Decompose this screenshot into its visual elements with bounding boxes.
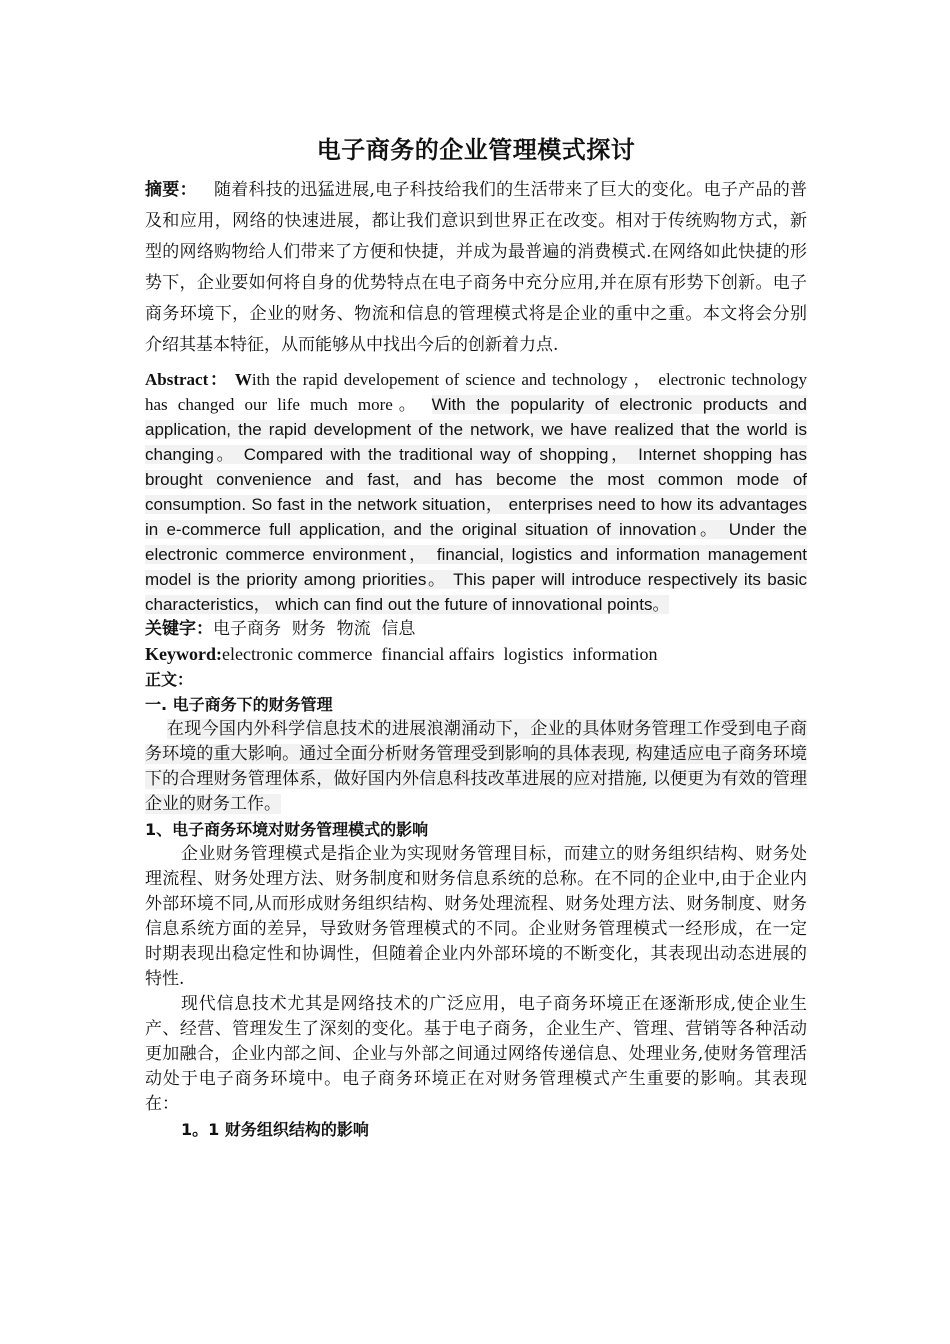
document-body	[145, 130, 807, 1142]
abstract-en-text-serif: ith the rapid developement of science and technology ， electronic technology has changed our life much more。	[145, 370, 808, 414]
abstract-en	[145, 367, 807, 617]
section1-heading: 一. 电子商务下的财务管理	[145, 695, 333, 714]
body-label: 正文：	[145, 670, 194, 689]
keywords-cn	[145, 617, 807, 642]
section1-intro-text: 在现今国内外科学信息技术的进展浪潮涌动下，企业的具体财务管理工作受到电子商务环境的重大影响。通过全面分析财务管理受到影响的具体表现, 构建适应电子商务环境下的合理财务管理体系，做好国内外信息科技改革进展的应对措施, 以便更为有效的管理企业的财务工作。	[145, 719, 807, 814]
subsection1-1-heading: 1。1 财务组织结构的影响	[181, 1120, 369, 1139]
subsection1-para2: 现代信息技术尤其是网络技术的广泛应用，电子商务环境正在逐渐形成,使企业生产、经营、管理发生了深刻的变化。基于电子商务，企业生产、管理、营销等各种活动更加融合，企业内部之间、企业与外部之间通过网络传递信息、处理业务,使财务管理活动处于电子商务环境中。电子商务环境正在对财务管理模式产生重要的影响。其表现在：	[145, 994, 807, 1114]
keywords-cn-label: 关键字：	[145, 619, 213, 639]
keywords-cn-text: 电子商务 财务 物流 信息	[213, 619, 416, 639]
section1-intro	[145, 717, 807, 817]
abstract-cn-label: 摘要：	[145, 180, 197, 200]
keywords-en-label: Keyword:	[145, 644, 222, 664]
keywords-en-text: electronic commerce financial affairs logistics information	[221, 644, 658, 664]
abstract-en-label: Abstract：	[145, 370, 229, 389]
subsection1-heading: 1、电子商务环境对财务管理模式的影响	[145, 820, 429, 839]
keywords-en	[145, 642, 807, 667]
abstract-en-text-sans: With the popularity of electronic products and application, the rapid development of the network, we have realized that the world is changing。 Compared with the traditional way of shopping， Internet shopping has brought convenience and fast, and has become the most common mode of consumption. So fast in the network situation， enterprises need to how its advantages in e-commerce full application, and the original situation of innovation。 Under the electronic commerce environment， financial, logistics and information management model is the priority among priorities。 This paper will introduce respectively its basic characteristics， which can find out the future of innovational points。	[145, 395, 807, 614]
abstract-cn	[145, 175, 807, 361]
abstract-cn-text: 随着科技的迅猛进展,电子科技给我们的生活带来了巨大的变化。电子产品的普及和应用，网络的快速进展，都让我们意识到世界正在改变。相对于传统购物方式，新型的网络购物给人们带来了方便和快捷，并成为最普遍的消费模式.在网络如此快捷的形势下，企业要如何将自身的优势特点在电子商务中充分应用,并在原有形势下创新。电子商务环境下，企业的财务、物流和信息的管理模式将是企业的重中之重。本文将会分别介绍其基本特征，从而能够从中找出今后的创新着力点.	[145, 180, 808, 355]
subsection1-para1: 企业财务管理模式是指企业为实现财务管理目标，而建立的财务组织结构、财务处理流程、财务处理方法、财务制度和财务信息系统的总称。在不同的企业中,由于企业内外部环境不同,从而形成财务组织结构、财务处理流程、财务处理方法、财务制度、财务信息系统方面的差异，导致财务管理模式的不同。企业财务管理模式一经形成，在一定时期表现出稳定性和协调性，但随着企业内外部环境的不断变化，其表现出动态进展的特性.	[145, 844, 807, 989]
page-title: 电子商务的企业管理模式探讨	[316, 136, 636, 164]
abstract-en-first-letter: W	[234, 370, 252, 389]
